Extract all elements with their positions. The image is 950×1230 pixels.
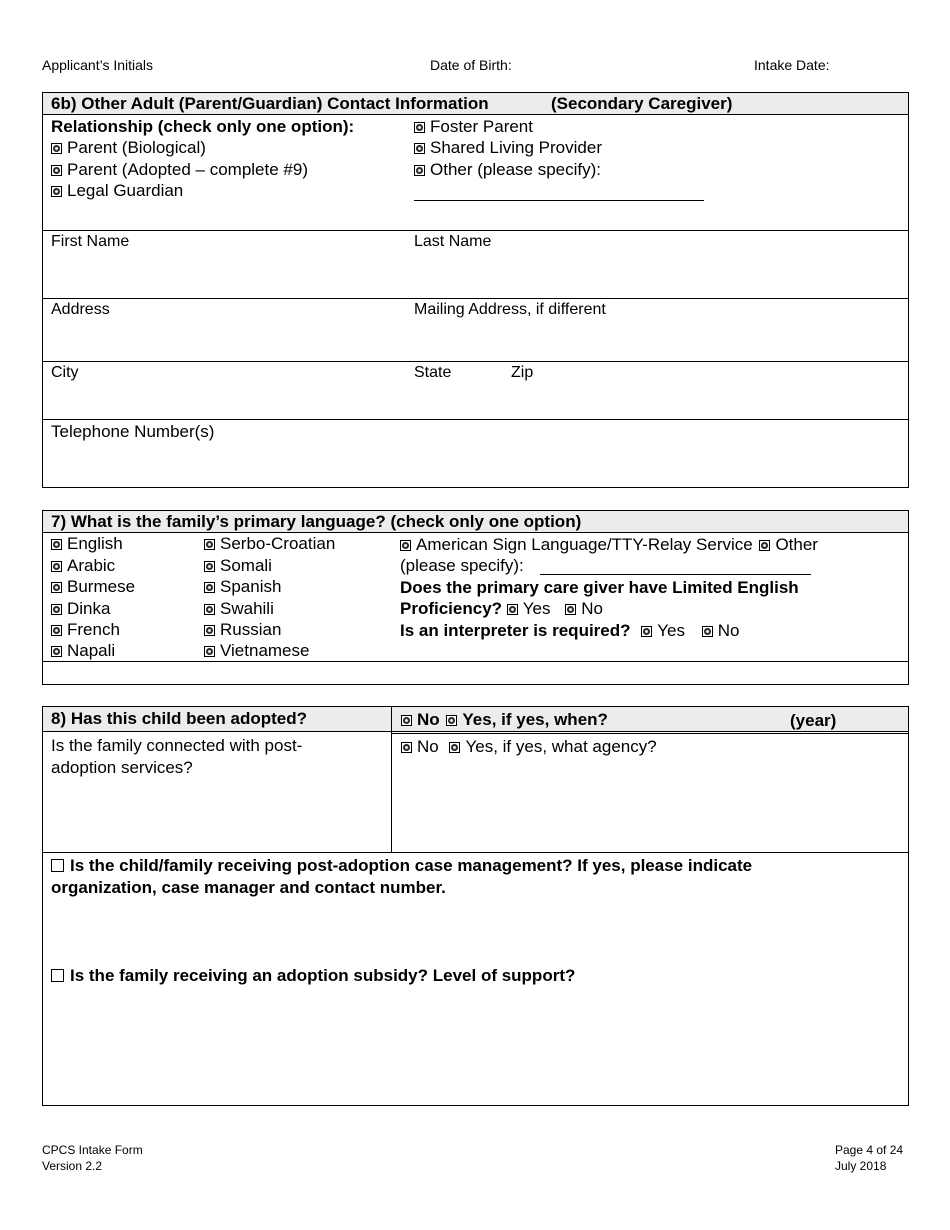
post-adoption-yes[interactable]: Yes, if yes, what agency? — [449, 737, 656, 756]
lang-somali[interactable]: Somali — [204, 555, 272, 576]
radio-icon[interactable] — [51, 604, 62, 615]
interpreter-question: Is an interpreter is required? — [400, 621, 631, 640]
section-7-title: 7) What is the family’s primary language? (check only one option) — [51, 512, 582, 531]
radio-icon[interactable] — [51, 561, 62, 572]
radio-icon[interactable] — [449, 742, 460, 753]
form-date: July 2018 — [835, 1159, 887, 1173]
lang-russian[interactable]: Russian — [204, 619, 281, 640]
post-adoption-question-line1: Is the family connected with post- — [51, 736, 303, 755]
adopted-yes[interactable]: Yes, if yes, when? — [444, 710, 608, 729]
mailing-address-label: Mailing Address, if different — [414, 301, 606, 318]
proficiency-label: Proficiency? — [400, 599, 503, 618]
section-6b-subtitle: (Secondary Caregiver) — [551, 94, 733, 113]
form-version: Version 2.2 — [42, 1159, 103, 1173]
interpreter-row — [400, 620, 739, 641]
please-specify-label: (please specify): — [400, 556, 524, 575]
post-adoption-question-line2: adoption services? — [51, 758, 193, 777]
radio-icon[interactable] — [51, 646, 62, 657]
option-foster-parent[interactable]: Foster Parent — [414, 116, 533, 137]
radio-icon[interactable] — [507, 604, 518, 615]
adopted-no[interactable]: No — [401, 710, 440, 729]
lang-asl[interactable]: American Sign Language/TTY-Relay Service — [400, 535, 753, 554]
adopted-options-row — [401, 709, 608, 730]
first-name-label: First Name — [51, 233, 130, 250]
radio-icon[interactable] — [51, 582, 62, 593]
radio-icon[interactable] — [51, 165, 62, 176]
telephone-label: Telephone Number(s) — [51, 422, 215, 441]
interpreter-no[interactable]: No — [702, 621, 740, 640]
radio-icon[interactable] — [414, 165, 425, 176]
radio-icon[interactable] — [641, 626, 652, 637]
address-label: Address — [51, 301, 110, 318]
checkbox-icon[interactable] — [51, 859, 64, 872]
option-other[interactable]: Other (please specify): — [414, 159, 601, 180]
radio-icon[interactable] — [759, 540, 770, 551]
checkbox-icon[interactable] — [51, 969, 64, 982]
interpreter-yes[interactable]: Yes — [641, 621, 685, 640]
lang-other[interactable]: Other — [757, 535, 818, 554]
lang-french[interactable]: French — [51, 619, 120, 640]
radio-icon[interactable] — [702, 626, 713, 637]
zip-label: Zip — [511, 364, 534, 381]
lang-spanish[interactable]: Spanish — [204, 576, 281, 597]
year-label: (year) — [790, 711, 837, 730]
radio-icon[interactable] — [446, 715, 457, 726]
radio-icon[interactable] — [414, 143, 425, 154]
applicant-initials-label: Applicant’s Initials — [42, 57, 154, 73]
lang-english[interactable]: English — [51, 533, 123, 554]
lang-arabic[interactable]: Arabic — [51, 555, 115, 576]
option-parent-biological[interactable]: Parent (Biological) — [51, 137, 206, 158]
post-adoption-no[interactable]: No — [401, 737, 439, 756]
lep-row — [400, 598, 603, 619]
page-number: Page 4 of 24 — [835, 1143, 904, 1157]
radio-icon[interactable] — [414, 122, 425, 133]
radio-icon[interactable] — [204, 539, 215, 550]
section-8-title: 8) Has this child been adopted? — [51, 709, 307, 728]
radio-icon[interactable] — [400, 540, 411, 551]
lang-burmese[interactable]: Burmese — [51, 576, 135, 597]
lep-yes[interactable]: Yes — [507, 599, 551, 618]
adoption-subsidy-question: Is the family receiving an adoption subsidy? Level of support? — [51, 965, 575, 986]
radio-icon[interactable] — [204, 646, 215, 657]
option-shared-living-provider[interactable]: Shared Living Provider — [414, 137, 602, 158]
option-parent-adopted[interactable]: Parent (Adopted – complete #9) — [51, 159, 308, 180]
form-name: CPCS Intake Form — [42, 1143, 143, 1157]
radio-icon[interactable] — [51, 143, 62, 154]
radio-icon[interactable] — [401, 742, 412, 753]
lang-napali[interactable]: Napali — [51, 640, 115, 661]
option-legal-guardian[interactable]: Legal Guardian — [51, 180, 183, 201]
intake-date-label: Intake Date: — [754, 57, 830, 73]
lang-dinka[interactable]: Dinka — [51, 598, 110, 619]
radio-icon[interactable] — [51, 539, 62, 550]
radio-icon[interactable] — [204, 582, 215, 593]
radio-icon[interactable] — [204, 604, 215, 615]
other-specify-line[interactable] — [414, 200, 704, 201]
radio-icon[interactable] — [401, 715, 412, 726]
radio-icon[interactable] — [204, 561, 215, 572]
lang-specify-line[interactable] — [540, 574, 811, 575]
lang-vietnamese[interactable]: Vietnamese — [204, 640, 309, 661]
lep-question: Does the primary care giver have Limited English — [400, 578, 799, 597]
case-management-question: Is the child/family receiving post-adoption case management? If yes, please indicate — [51, 855, 752, 876]
radio-icon[interactable] — [51, 186, 62, 197]
lang-swahili[interactable]: Swahili — [204, 598, 274, 619]
state-label: State — [414, 364, 452, 381]
radio-icon[interactable] — [204, 625, 215, 636]
case-management-question-line2: organization, case manager and contact number. — [51, 878, 446, 897]
lep-no[interactable]: No — [565, 599, 603, 618]
lang-serbo-croatian[interactable]: Serbo-Croatian — [204, 533, 335, 554]
radio-icon[interactable] — [565, 604, 576, 615]
section-6b-title: 6b) Other Adult (Parent/Guardian) Contact Information — [51, 94, 489, 113]
radio-icon[interactable] — [51, 625, 62, 636]
last-name-label: Last Name — [414, 233, 492, 250]
relationship-label: Relationship (check only one option): — [51, 117, 355, 136]
date-of-birth-label: Date of Birth: — [430, 57, 512, 73]
lang-asl-row — [400, 534, 818, 555]
post-adoption-options-row — [401, 736, 657, 757]
city-label: City — [51, 364, 79, 381]
